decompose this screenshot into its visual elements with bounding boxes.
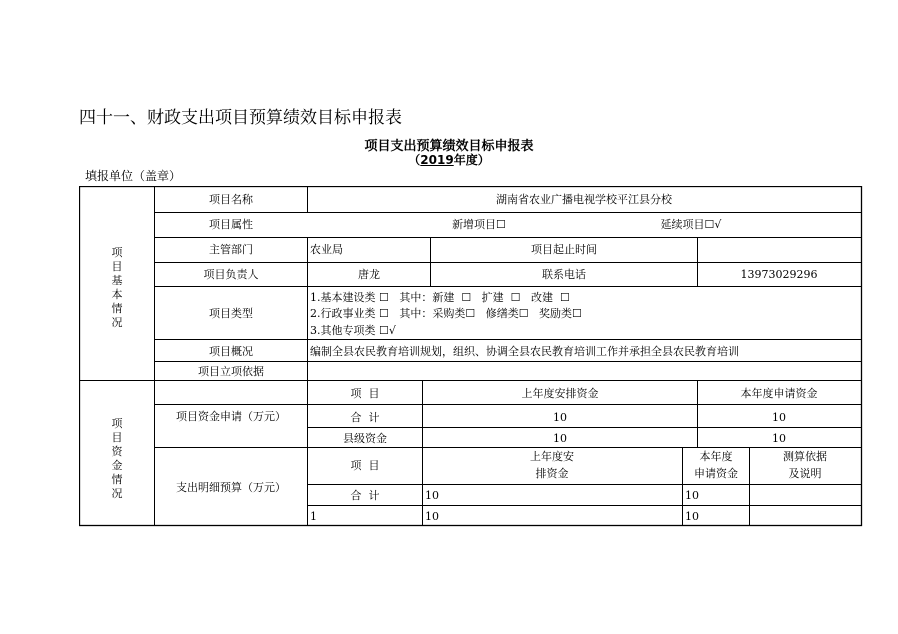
leader-value: 唐龙	[358, 268, 380, 281]
form-year	[0, 151, 898, 168]
period-label: 项目起止时间	[531, 243, 597, 256]
basic-char-6: 况	[111, 316, 123, 329]
form-table	[79, 186, 869, 528]
year-value: 2019	[420, 153, 454, 167]
funds-char-3: 资	[111, 445, 123, 458]
detail-total-last: 10	[425, 489, 439, 502]
dept-label: 主管部门	[209, 243, 253, 256]
detail-total-label: 合 计	[350, 489, 380, 502]
attribute-label: 项目属性	[209, 218, 253, 231]
type-line-3: 3.其他专项类 ☐√	[310, 324, 396, 337]
apply-label: 项目资金申请（万元）	[176, 410, 286, 423]
total-label: 合 计	[350, 411, 380, 424]
detail-col-item: 项 目	[350, 459, 380, 472]
overview-label: 项目概况	[209, 345, 253, 358]
type-line-2: 2.行政事业类 ☐ 其中：采购类☐ 修缮类☐ 奖励类☐	[310, 307, 582, 320]
detail-total-this: 10	[685, 489, 699, 502]
basic-char-3: 基	[111, 274, 123, 287]
basis-label: 项目立项依据	[198, 365, 264, 378]
type-line-1: 1.基本建设类 ☐ 其中：新建 ☐ 扩建 ☐ 改建 ☐	[310, 291, 570, 304]
detail-col-this-2: 申请资金	[694, 467, 738, 480]
detail-label: 支出明细预算（万元）	[176, 481, 286, 494]
dept-value: 农业局	[310, 243, 343, 256]
document-heading: 四十一、财政支出项目预算绩效目标申报表	[79, 108, 402, 128]
funds-char-2: 目	[111, 431, 123, 444]
attribute-continue: 延续项目☐√	[660, 218, 722, 231]
funds-char-1: 项	[111, 417, 123, 430]
detail-col-this-1: 本年度	[699, 450, 733, 463]
detail-col-last-2: 排资金	[535, 467, 569, 480]
detail-row-item: 1	[310, 510, 317, 523]
county-label: 县级资金	[343, 432, 387, 445]
funds-char-5: 情	[111, 473, 123, 486]
total-last: 10	[553, 411, 567, 424]
leader-label: 项目负责人	[203, 268, 259, 281]
funds-char-6: 况	[111, 487, 123, 500]
col-this-header: 本年度申请资金	[740, 387, 818, 400]
funds-char-4: 金	[111, 459, 123, 472]
detail-col-last-1: 上年度安	[530, 450, 574, 463]
detail-row-last: 10	[425, 510, 439, 523]
year-prefix: （	[408, 153, 421, 167]
type-label: 项目类型	[209, 307, 253, 320]
basic-char-1: 项	[111, 246, 123, 259]
basic-char-2: 目	[111, 260, 123, 273]
phone-value: 13973029296	[740, 268, 818, 281]
overview-value: 编制全县农民教育培训规划，组织、协调全县农民教育培训工作并承担全县农民教育培训	[310, 345, 739, 358]
basic-char-4: 本	[111, 288, 123, 301]
county-last: 10	[553, 432, 567, 445]
project-name-value: 湖南省农业广播电视学校平江县分校	[496, 193, 672, 206]
col-item-header: 项 目	[350, 387, 380, 400]
year-suffix: 年度）	[453, 153, 490, 167]
county-this: 10	[772, 432, 786, 445]
phone-label: 联系电话	[542, 268, 586, 281]
basic-char-5: 情	[111, 302, 123, 315]
funds-section-label	[112, 417, 124, 500]
detail-col-basis-1: 测算依据	[783, 450, 827, 463]
attribute-new: 新增项目☐	[452, 218, 506, 231]
basic-section-label	[112, 246, 124, 329]
detail-row-this: 10	[685, 510, 699, 523]
col-last-header: 上年度安排资金	[521, 387, 599, 400]
fill-unit-label: 填报单位（盖章）	[85, 169, 182, 183]
form-title: 项目支出预算绩效目标申报表	[364, 139, 534, 154]
detail-col-basis-2: 及说明	[788, 467, 822, 480]
total-this: 10	[772, 411, 786, 424]
project-name-label: 项目名称	[209, 193, 253, 206]
